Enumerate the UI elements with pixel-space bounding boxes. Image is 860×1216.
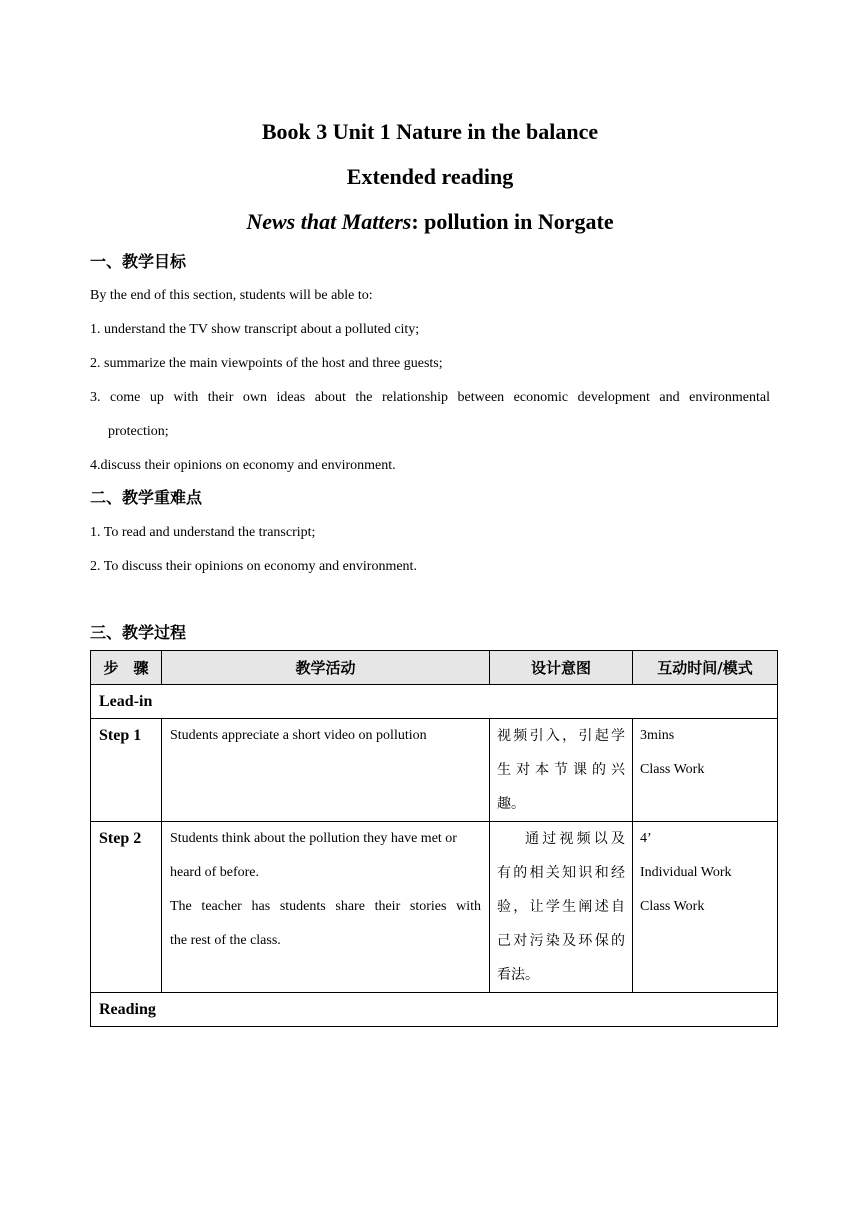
table-row: [91, 822, 778, 993]
section-reading: Reading: [91, 993, 778, 1027]
objective-item-1: 1. understand the TV show transcript about a polluted city;: [90, 322, 420, 337]
objectives-intro: By the end of this section, students will be able to:: [90, 288, 373, 303]
section-leadin: Lead-in: [91, 685, 778, 719]
document-subtitle: Extended reading: [346, 164, 514, 189]
teaching-process-table: [90, 650, 778, 1027]
intent-cell: 视频引入，引起学 生对本节课的兴 趣。: [490, 719, 633, 822]
key-point-item-1: 1. To read and understand the transcript;: [90, 525, 316, 540]
activity-cell: Students appreciate a short video on pollution: [162, 719, 490, 822]
lesson-title: [0, 209, 860, 235]
header-intent: 设计意图: [490, 651, 633, 685]
table-section-row: [91, 685, 778, 719]
time-mode-cell: 3mins Class Work: [633, 719, 778, 822]
objective-item-2: 2. summarize the main viewpoints of the host and three guests;: [90, 356, 443, 371]
table-section-row: [91, 993, 778, 1027]
table-row: [91, 719, 778, 822]
header-step: 步 骤: [91, 651, 162, 685]
objective-item-3: 3. come up with their own ideas about the relationship between economic development and environmental: [90, 390, 770, 405]
objectives-heading: 一、教学目标: [90, 252, 187, 271]
table-header-row: [91, 651, 778, 685]
process-heading: 三、教学过程: [90, 623, 187, 642]
objective-item-3-cont: protection;: [108, 424, 169, 439]
key-point-item-2: 2. To discuss their opinions on economy and environment.: [90, 559, 417, 574]
header-time-mode: 互动时间/模式: [633, 651, 778, 685]
intent-cell: 通过视频以及 有的相关知识和经 验，让学生阐述自 己对污染及环保的 看法。: [490, 822, 633, 993]
step-label: Step 2: [91, 822, 162, 993]
objective-item-4: 4.discuss their opinions on economy and environment.: [90, 458, 396, 473]
header-activity: 教学活动: [162, 651, 490, 685]
key-points-heading: 二、教学重难点: [90, 488, 203, 507]
activity-cell: Students think about the pollution they have met or heard of before. The teacher has students share their stories with the rest of the class.: [162, 822, 490, 993]
lesson-title-rest: : pollution in Norgate: [411, 209, 614, 234]
document-title: Book 3 Unit 1 Nature in the balance: [261, 119, 599, 144]
time-mode-cell: 4’ Individual Work Class Work: [633, 822, 778, 993]
lesson-title-italic: News that Matters: [246, 209, 412, 234]
step-label: Step 1: [91, 719, 162, 822]
